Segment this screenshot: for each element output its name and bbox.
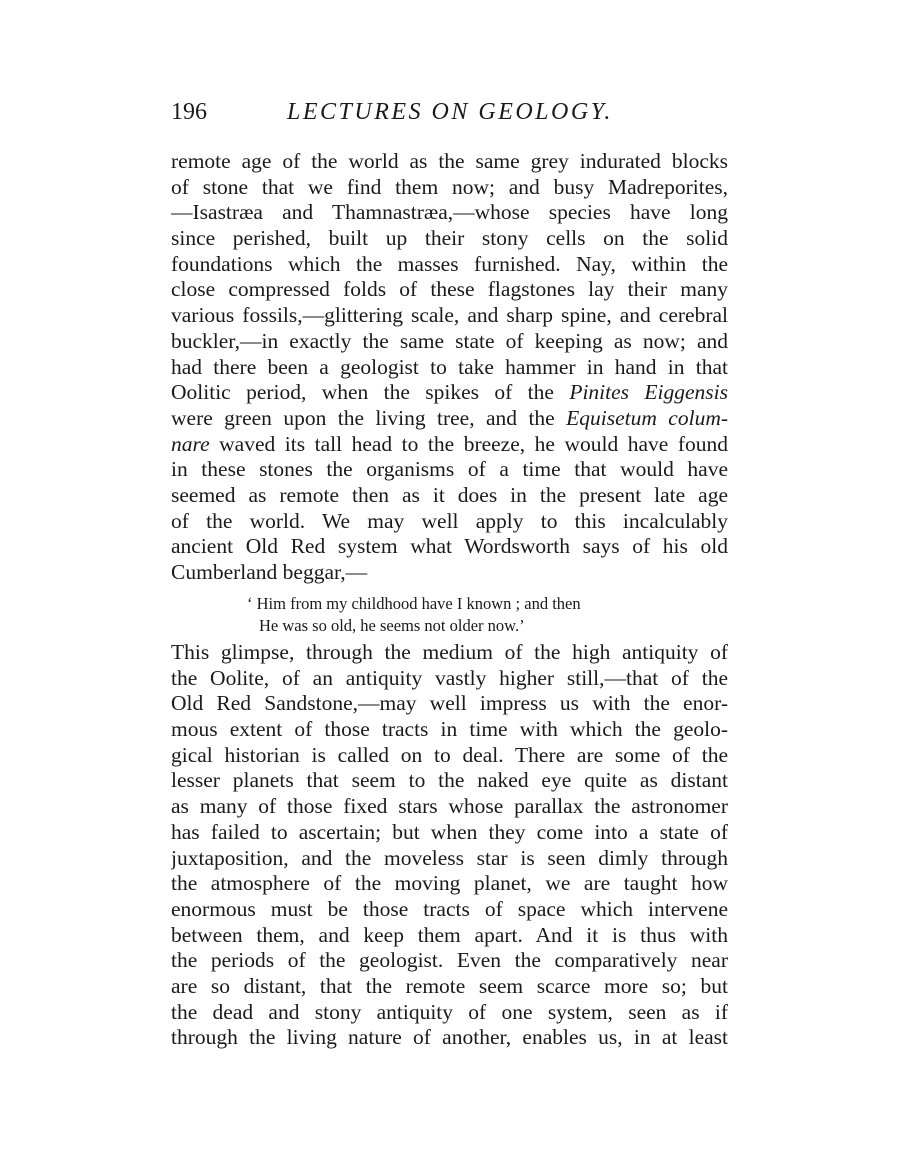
italic-term: Pinites Eiggensis — [569, 380, 728, 405]
page-number: 196 — [171, 99, 207, 125]
text-line: juxtaposition, and the moveless star is seen dimly through — [171, 845, 728, 870]
italic-term: Equisetum colum- — [566, 405, 728, 430]
verse-quotation — [247, 593, 667, 637]
text-line: close compressed folds of these flagstones lay their many — [171, 277, 728, 302]
text-line: ancient Old Red system what Wordsworth says of his old — [171, 534, 728, 559]
text-line: Old Red Sandstone,—may well impress us with the enor- — [171, 691, 728, 716]
text-line: seemed as remote then as it does in the present late age — [171, 482, 728, 507]
text-line: are so distant, that the remote seem scarce more so; but — [171, 973, 728, 998]
text-line: since perished, built up their stony cells on the solid — [171, 226, 728, 251]
text-line: has failed to ascertain; but when they come into a state of — [171, 819, 728, 844]
text-line: gical historian is called on to deal. There are some of the — [171, 742, 728, 767]
running-title: LECTURES ON GEOLOGY. — [287, 99, 613, 125]
italic-term: nare — [171, 431, 210, 456]
text-line: various fossils,—glittering scale, and sharp spine, and cerebral — [171, 303, 728, 328]
text-line: between them, and keep them apart. And it is thus with — [171, 922, 728, 947]
text-line: the Oolite, of an antiquity vastly higher still,—that of the — [171, 665, 728, 690]
text-line: through the living nature of another, enables us, in at least — [171, 1025, 728, 1050]
text-line: were green upon the living tree, and the Equisetum colum- — [171, 405, 728, 430]
quote-line: He was so old, he seems not older now.’ — [259, 616, 525, 635]
text-line: enormous must be those tracts of space which intervene — [171, 896, 728, 921]
text-line: of stone that we find them now; and busy Madreporites, — [171, 174, 728, 199]
text-line: —Isastræa and Thamnastræa,—whose species have long — [171, 200, 728, 225]
quote-line: ‘ Him from my childhood have I known ; and then — [247, 594, 581, 613]
text-line: buckler,—in exactly the same state of keeping as now; and — [171, 328, 728, 353]
text-line: nare waved its tall head to the breeze, he would have found — [171, 431, 728, 456]
text-line: of the world. We may well apply to this incalculably — [171, 508, 728, 533]
text-line: had there been a geologist to take hammer in hand in that — [171, 354, 728, 379]
running-head — [171, 99, 731, 133]
text-line: Oolitic period, when the spikes of the Pinites Eiggensis — [171, 380, 728, 405]
text-line: as many of those fixed stars whose parallax the astronomer — [171, 794, 728, 819]
text-line: remote age of the world as the same grey indurated blocks — [171, 149, 728, 173]
paragraph-1 — [171, 149, 728, 586]
text-line: the dead and stony antiquity of one system, seen as if — [171, 999, 728, 1024]
text-line: This glimpse, through the medium of the high antiquity of — [171, 640, 728, 664]
text-line: mous extent of those tracts in time with which the geolo- — [171, 717, 728, 742]
text-line: in these stones the organisms of a time that would have — [171, 457, 728, 482]
text-line: foundations which the masses furnished. Nay, within the — [171, 251, 728, 276]
text-line: Cumberland beggar,— — [171, 560, 368, 584]
paragraph-2 — [171, 640, 728, 1051]
text-line: lesser planets that seem to the naked eye quite as distant — [171, 768, 728, 793]
text-line: the periods of the geologist. Even the comparatively near — [171, 948, 728, 973]
text-line: the atmosphere of the moving planet, we are taught how — [171, 871, 728, 896]
